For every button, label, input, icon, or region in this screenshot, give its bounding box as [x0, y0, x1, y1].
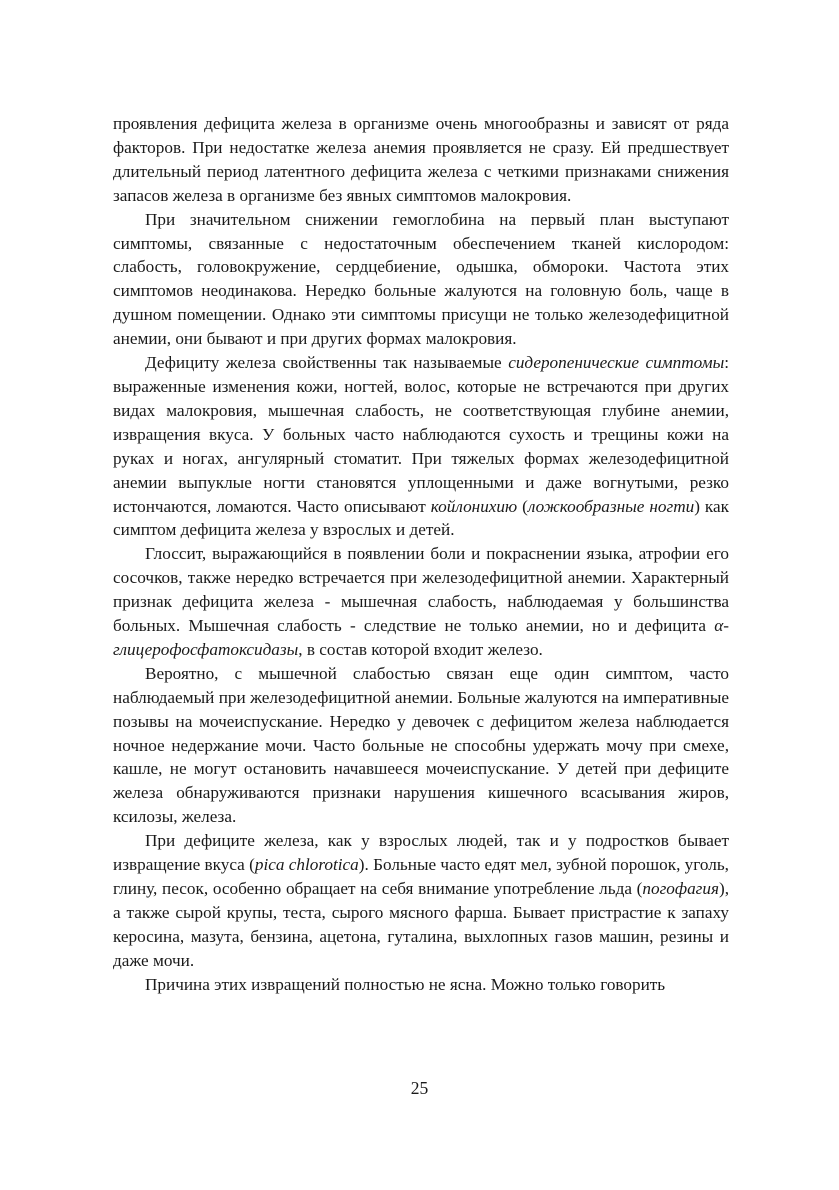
paragraph [113, 662, 729, 829]
paragraph [113, 542, 729, 662]
text-segment: ) как симптом дефицита железа у взрослых и детей. [113, 496, 729, 540]
paragraph [113, 973, 729, 997]
text-segment: При дефиците железа, как у взрослых людей, так и у подростков бывает извращение вкуса ( [113, 831, 729, 875]
paragraph [113, 829, 729, 972]
text-segment: проявления дефицита железа в организме очень многообразны и зависят от ряда факторов. При недостатке железа анемия проявляется не сразу. Ей предшествует длительный период латентного дефицита железа с четкими признаками снижения запасов железа в организме без явных симптомов малокровия. [113, 114, 729, 205]
italic-term: койлонихию [430, 496, 518, 516]
italic-term: погофагия [642, 879, 719, 898]
text-segment: : выраженные изменения кожи, ногтей, волос, которые не встречаются при других видах малокровия, мышечная слабость, не соответствующая глубине анемии, извращения вкуса. У больных часто наблюдаются сухость и трещины кожи на руках и ногах, ангулярный стоматит. При тяжелых формах железодефицитной анемии выпуклые ногти становятся уплощенными и даже вогнутыми, резко истончаются, ломаются. Часто описывают [113, 353, 729, 516]
paragraph [113, 112, 729, 208]
text-segment: ( [517, 496, 528, 516]
italic-term: сидеропенические симптомы [508, 353, 725, 373]
page-number: 25 [410, 1078, 429, 1098]
text-segment: ), а также сырой крупы, теста, сырого мясного фарша. Бывает пристрастие к запаху керосина, мазута, бензина, ацетона, гуталина, выхлопных газов машин, резины и даже мочи. [113, 879, 729, 970]
text-segment: Глоссит, выражающийся в появлении боли и покраснении языка, атрофии его сосочков, также нередко встречается при железодефицитной анемии. Характерный признак дефицита железа - мышечная слабость, наблюдаемая у большинства больных. Мышечная слабость - следствие не только анемии, но и дефицита [113, 544, 729, 636]
page-body [113, 112, 729, 997]
paragraph [113, 351, 729, 542]
italic-term: ложкообразные ногти [527, 496, 695, 516]
italic-term: pica chlorotica [254, 855, 359, 875]
text-segment: , в состав которой входит железо. [298, 639, 543, 659]
text-segment: Дефициту железа свойственны так называемые [145, 353, 509, 373]
italic-term: α-глицерофосфатоксидазы [113, 616, 729, 659]
text-segment: Вероятно, с мышечной слабостью связан еще один симптом, часто наблюдаемый при железодефицитной анемии. Больные жалуются на императивные позывы на мочеиспускание. Нередко у девочек с дефицитом железа наблюдается ночное недержание мочи. Часто больные не способны удержать мочу при смехе, кашле, не могут остановить начавшееся мочеиспускание. У детей при дефиците железа обнаруживаются признаки нарушения кишечного всасывания жиров, ксилозы, железа. [113, 663, 729, 827]
text-segment: ). Больные часто едят мел, зубной порошок, уголь, глину, песок, особенно обращает на себя внимание употребление льда ( [113, 855, 729, 898]
text-segment: При значительном снижении гемоглобина на первый план выступают симптомы, связанные с недостаточным обеспечением тканей кислородом: слабость, головокружение, сердцебиение, одышка, обмороки. Частота этих симптомов неодинакова. Нередко больные жалуются на головную боль, чаще в душном помещении. Однако эти симптомы присущи не только железодефицитной анемии, они бывают и при других формах малокровия. [113, 209, 729, 349]
text-segment: Причина этих извращений полностью не ясна. Можно только говорить [145, 974, 666, 994]
paragraph [113, 208, 729, 351]
